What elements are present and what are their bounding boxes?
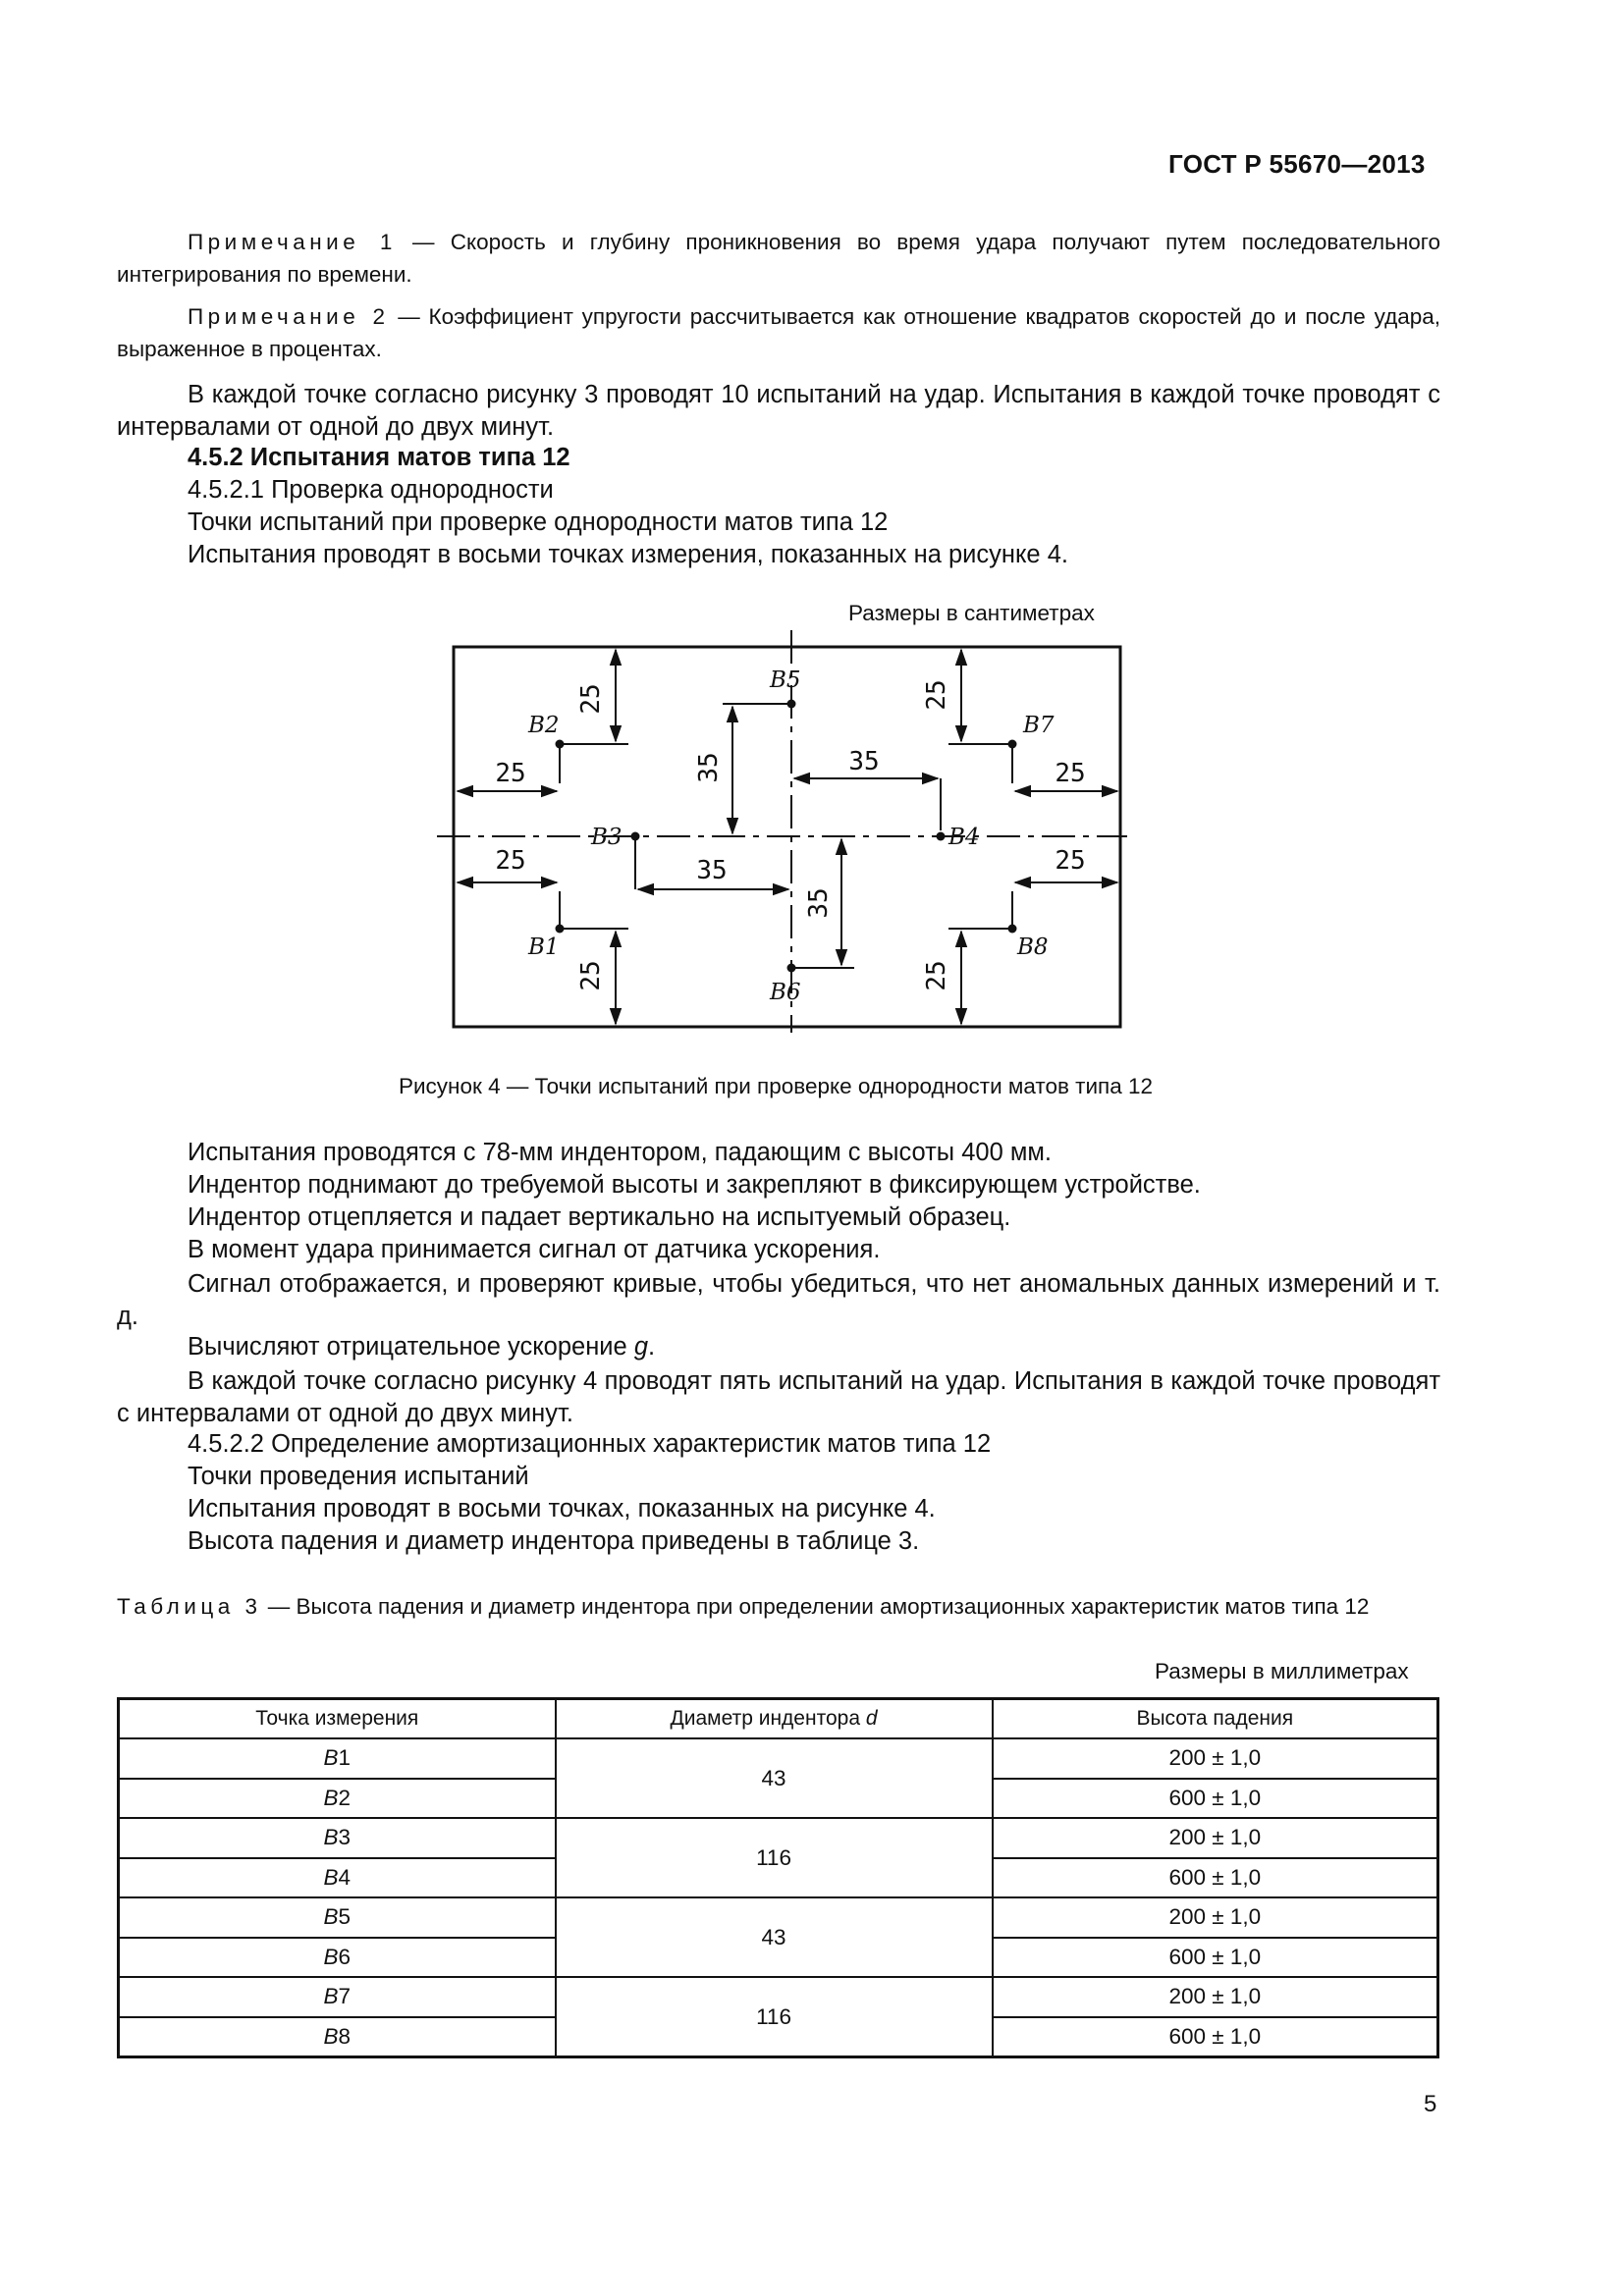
cell-point: B2 <box>119 1779 556 1819</box>
table-row <box>119 1818 1438 1858</box>
cell-point: B6 <box>119 1938 556 1978</box>
figure-units: Размеры в сантиметрах <box>848 601 1095 625</box>
table-row <box>119 1977 1438 2017</box>
header-point: Точка измерения <box>119 1699 556 1739</box>
point-b7 <box>1008 740 1017 749</box>
cell-point: B1 <box>119 1738 556 1779</box>
body-line-3: Индентор отцепляется и падает вертикально на испытуемый образец. <box>188 1203 1011 1231</box>
point-b2 <box>556 740 565 749</box>
table-3-title-text: — Высота падения и диаметр индентора при определении амортизационных характеристик матов типа 12 <box>261 1594 1370 1619</box>
line-eight-points: Испытания проводят в восьми точках измерения, показанных на рисунке 4. <box>188 541 1068 568</box>
table-row <box>119 1738 1438 1779</box>
cell-height: 200 ± 1,0 <box>993 1977 1438 2017</box>
dim-b8-bottom: 25 <box>922 960 951 991</box>
note-1-text: — Скорость и глубину проникновения во время удара получают путем последовательного интегрирования по времени. <box>117 230 1440 287</box>
section-4-5-2-1: 4.5.2.1 Проверка однородности <box>188 476 554 504</box>
dim-b8-right: 25 <box>1055 846 1086 876</box>
body-line-calc <box>188 1333 655 1362</box>
table-row <box>119 1897 1438 1938</box>
cell-height: 600 ± 1,0 <box>993 1938 1438 1978</box>
figure-4-diagram <box>432 628 1139 1041</box>
cell-height: 200 ± 1,0 <box>993 1818 1438 1858</box>
note-2-text: — Коэффициент упругости рассчитывается как отношение квадратов скоростей до и после удара, выраженное в процентах. <box>117 304 1440 361</box>
note-2 <box>117 300 1440 365</box>
body-line-table-ref: Высота падения и диаметр индентора приведены в таблице 3. <box>188 1527 920 1555</box>
dim-b6-vertical: 35 <box>804 887 834 919</box>
line-test-points: Точки испытаний при проверке однородности матов типа 12 <box>188 508 889 536</box>
paragraph-signal: Сигнал отображается, и проверяют кривые, чтобы убедиться, что нет аномальных данных измерений и т. д. <box>117 1270 1440 1330</box>
body-line-1: Испытания проводятся с 78-мм индентором, падающим с высоты 400 мм. <box>188 1139 1052 1166</box>
cell-diameter: 43 <box>556 1738 993 1818</box>
dim-b1-bottom: 25 <box>576 960 606 991</box>
label-b7: B7 <box>1023 713 1055 738</box>
document-header: ГОСТ Р 55670—2013 <box>1168 149 1426 179</box>
dim-b2-left: 25 <box>495 759 526 788</box>
table-3-title <box>117 1590 1440 1623</box>
label-b3: B3 <box>591 825 623 850</box>
point-b3 <box>631 832 640 841</box>
cell-point: B8 <box>119 2017 556 2057</box>
body-line-test-points: Точки проведения испытаний <box>188 1463 529 1490</box>
body-line-4: В момент удара принимается сигнал от датчика ускорения. <box>188 1236 881 1263</box>
dim-b2-top: 25 <box>576 683 606 715</box>
table-header-row <box>119 1699 1438 1739</box>
cell-height: 600 ± 1,0 <box>993 1858 1438 1898</box>
label-b2: B2 <box>528 713 560 738</box>
table-3 <box>117 1697 1439 2058</box>
cell-point: B7 <box>119 1977 556 2017</box>
label-b8: B8 <box>1017 934 1049 960</box>
dim-b5-vertical: 35 <box>694 752 724 783</box>
section-4-5-2: 4.5.2 Испытания матов типа 12 <box>188 444 570 471</box>
label-b5: B5 <box>770 667 801 693</box>
dim-b7-top: 25 <box>922 679 951 711</box>
dim-b7-right: 25 <box>1055 759 1086 788</box>
cell-height: 600 ± 1,0 <box>993 2017 1438 2057</box>
dim-b4-horizontal: 35 <box>848 747 880 776</box>
calc-text: Вычисляют отрицательное ускорение <box>188 1333 634 1361</box>
cell-diameter: 116 <box>556 1818 993 1897</box>
cell-height: 600 ± 1,0 <box>993 1779 1438 1819</box>
note-2-label: Примечание 2 <box>188 304 390 329</box>
dim-b1-left: 25 <box>495 846 526 876</box>
note-1 <box>117 226 1440 291</box>
note-1-label: Примечание 1 <box>188 230 397 254</box>
figure-4-caption: Рисунок 4 — Точки испытаний при проверке однородности матов типа 12 <box>398 1074 1154 1098</box>
cell-diameter: 43 <box>556 1897 993 1977</box>
point-b4 <box>937 832 946 841</box>
point-b8 <box>1008 925 1017 934</box>
point-b1 <box>556 925 565 934</box>
cell-point: B3 <box>119 1818 556 1858</box>
header-diameter: Диаметр индентора d <box>556 1699 993 1739</box>
cell-height: 200 ± 1,0 <box>993 1738 1438 1779</box>
body-line-eight: Испытания проводят в восьми точках, показанных на рисунке 4. <box>188 1495 936 1522</box>
label-b4: B4 <box>948 825 980 850</box>
calc-end: . <box>648 1333 656 1361</box>
dim-b3-horizontal: 35 <box>696 856 728 885</box>
body-line-2: Индентор поднимают до требуемой высоты и закрепляют в фиксирующем устройстве. <box>188 1171 1201 1199</box>
paragraph-five-tests: В каждой точке согласно рисунку 4 проводят пять испытаний на удар. Испытания в каждой точке проводят с интервалами от одной до двух минут. <box>117 1367 1440 1427</box>
cell-point: B4 <box>119 1858 556 1898</box>
point-b6 <box>787 964 796 973</box>
label-b1: B1 <box>528 934 560 960</box>
cell-height: 200 ± 1,0 <box>993 1897 1438 1938</box>
page-number: 5 <box>1424 2091 1437 2117</box>
label-b6: B6 <box>770 980 801 1005</box>
table-3-label: Таблица 3 <box>117 1594 262 1619</box>
paragraph-fig3: В каждой точке согласно рисунку 3 проводят 10 испытаний на удар. Испытания в каждой точке проводят с интервалами от одной до двух минут. <box>117 381 1440 441</box>
cell-point: B5 <box>119 1897 556 1938</box>
section-4-5-2-2: 4.5.2.2 Определение амортизационных характеристик матов типа 12 <box>188 1430 992 1458</box>
point-b5 <box>787 700 796 709</box>
table-units: Размеры в миллиметрах <box>1155 1659 1409 1683</box>
calc-var: g <box>633 1333 648 1361</box>
header-height: Высота падения <box>993 1699 1438 1739</box>
cell-diameter: 116 <box>556 1977 993 2057</box>
